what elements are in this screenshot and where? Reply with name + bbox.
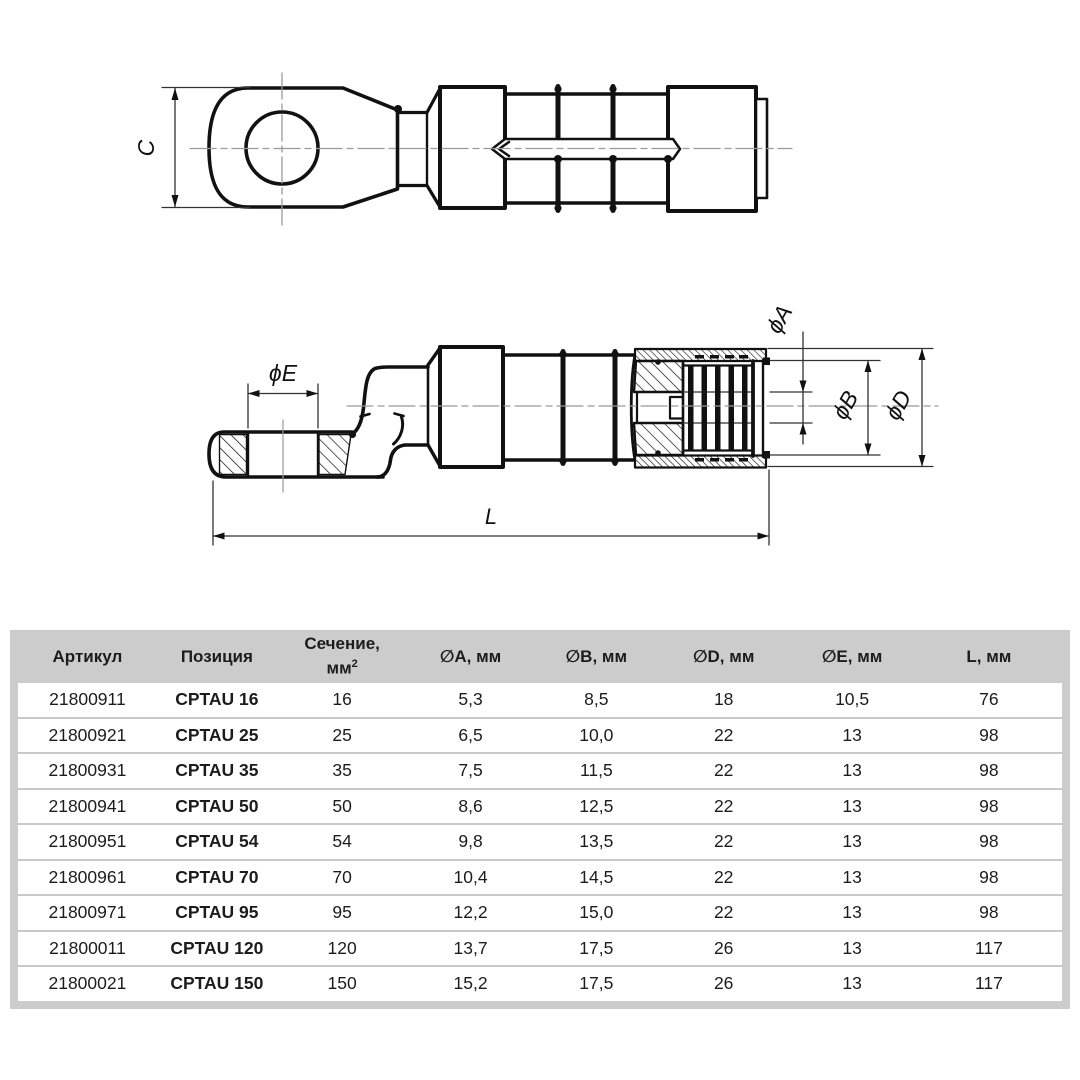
cell-cross-section: 16	[277, 683, 408, 718]
table-row	[18, 789, 1062, 825]
table-row	[18, 824, 1062, 860]
table-body	[18, 683, 1062, 1001]
neck	[398, 89, 441, 208]
cell-dia-d: 22	[659, 824, 788, 860]
cell-article: 21800921	[18, 718, 157, 754]
cell-dia-b: 12,5	[534, 789, 659, 825]
cell-length: 98	[916, 718, 1062, 754]
cell-dia-e: 13	[788, 966, 915, 1001]
cell-length: 98	[916, 753, 1062, 789]
table-row	[18, 718, 1062, 754]
cell-dia-d: 26	[659, 966, 788, 1001]
cell-length: 98	[916, 895, 1062, 931]
cell-position: CPTAU 16	[157, 683, 277, 718]
cell-dia-b: 13,5	[534, 824, 659, 860]
dim-label-a: ϕA	[760, 300, 798, 338]
dim-label-d: ϕD	[879, 385, 917, 425]
cell-dia-d: 22	[659, 718, 788, 754]
cell-article: 21800941	[18, 789, 157, 825]
cell-article: 21800961	[18, 860, 157, 896]
barrel-side-view	[428, 347, 635, 467]
cell-cross-section: 70	[277, 860, 408, 896]
cell-dia-d: 22	[659, 789, 788, 825]
cell-dia-a: 7,5	[407, 753, 533, 789]
cell-dia-b: 17,5	[534, 966, 659, 1001]
cell-dia-b: 17,5	[534, 931, 659, 967]
dimension-b	[770, 361, 880, 456]
table-header	[18, 630, 1062, 683]
cell-position: CPTAU 150	[157, 966, 277, 1001]
table-row	[18, 683, 1062, 718]
cell-dia-a: 6,5	[407, 718, 533, 754]
cell-dia-a: 13,7	[407, 931, 533, 967]
side-view-drawing	[209, 300, 938, 545]
cell-dia-e: 10,5	[788, 683, 915, 718]
cell-cross-section: 50	[277, 789, 408, 825]
cell-dia-b: 10,0	[534, 718, 659, 754]
table-row	[18, 931, 1062, 967]
cell-dia-a: 10,4	[407, 860, 533, 896]
cell-position: CPTAU 54	[157, 824, 277, 860]
cell-length: 98	[916, 789, 1062, 825]
table-row	[18, 860, 1062, 896]
cell-dia-e: 13	[788, 789, 915, 825]
dimension-l	[213, 470, 769, 545]
cell-cross-section: 35	[277, 753, 408, 789]
cell-cross-section: 120	[277, 931, 408, 967]
cell-dia-a: 8,6	[407, 789, 533, 825]
cell-cross-section: 25	[277, 718, 408, 754]
cell-cross-section: 150	[277, 966, 408, 1001]
dimension-a	[761, 300, 812, 444]
col-header-dia-e: ∅E, мм	[788, 630, 915, 683]
col-header-position: Позиция	[157, 630, 277, 683]
cell-position: CPTAU 35	[157, 753, 277, 789]
cell-dia-d: 18	[659, 683, 788, 718]
cell-article: 21800971	[18, 895, 157, 931]
col-header-dia-b: ∅B, мм	[534, 630, 659, 683]
top-view-drawing	[133, 73, 792, 229]
cell-length: 117	[916, 966, 1062, 1001]
dim-label-c: C	[133, 139, 159, 157]
cell-position: CPTAU 95	[157, 895, 277, 931]
cell-dia-b: 15,0	[534, 895, 659, 931]
cell-article: 21800011	[18, 931, 157, 967]
dim-label-e: ϕE	[268, 360, 298, 386]
cell-cross-section: 54	[277, 824, 408, 860]
cell-dia-b: 11,5	[534, 753, 659, 789]
cell-length: 117	[916, 931, 1062, 967]
cell-article: 21800021	[18, 966, 157, 1001]
cell-dia-a: 9,8	[407, 824, 533, 860]
cell-article: 21800951	[18, 824, 157, 860]
cell-position: CPTAU 50	[157, 789, 277, 825]
cell-dia-e: 13	[788, 931, 915, 967]
cell-length: 76	[916, 683, 1062, 718]
col-header-length: L, мм	[916, 630, 1062, 683]
cell-dia-e: 13	[788, 718, 915, 754]
cell-length: 98	[916, 824, 1062, 860]
spec-table	[10, 630, 1070, 1009]
cell-dia-d: 22	[659, 753, 788, 789]
cell-dia-e: 13	[788, 824, 915, 860]
col-header-dia-d: ∅D, мм	[659, 630, 788, 683]
cell-article: 21800931	[18, 753, 157, 789]
break-symbol	[492, 139, 680, 163]
cell-dia-d: 22	[659, 895, 788, 931]
cell-dia-a: 15,2	[407, 966, 533, 1001]
cell-dia-a: 5,3	[407, 683, 533, 718]
col-header-article: Артикул	[18, 630, 157, 683]
neck-strap	[349, 367, 428, 477]
ring-palm	[209, 88, 402, 207]
crimp-section	[634, 349, 770, 468]
cell-position: CPTAU 120	[157, 931, 277, 967]
cell-dia-e: 13	[788, 860, 915, 896]
cell-position: CPTAU 25	[157, 718, 277, 754]
cell-position: CPTAU 70	[157, 860, 277, 896]
cell-dia-d: 26	[659, 931, 788, 967]
spec-table-grid	[18, 630, 1062, 1001]
cell-cross-section: 95	[277, 895, 408, 931]
cell-article: 21800911	[18, 683, 157, 718]
dimension-e	[248, 360, 318, 428]
table-row	[18, 753, 1062, 789]
cell-dia-a: 12,2	[407, 895, 533, 931]
cell-dia-b: 8,5	[534, 683, 659, 718]
table-row	[18, 966, 1062, 1001]
cell-dia-b: 14,5	[534, 860, 659, 896]
header-row	[18, 630, 1062, 683]
cell-dia-e: 13	[788, 895, 915, 931]
dim-label-l: L	[484, 504, 498, 529]
table-row	[18, 895, 1062, 931]
col-header-cross-section: Сечение, $мм^2$	[277, 630, 408, 683]
col-header-dia-a: ∅A, мм	[407, 630, 533, 683]
cell-dia-e: 13	[788, 753, 915, 789]
cell-dia-d: 22	[659, 860, 788, 896]
cell-length: 98	[916, 860, 1062, 896]
dim-label-b: ϕB	[826, 386, 864, 424]
